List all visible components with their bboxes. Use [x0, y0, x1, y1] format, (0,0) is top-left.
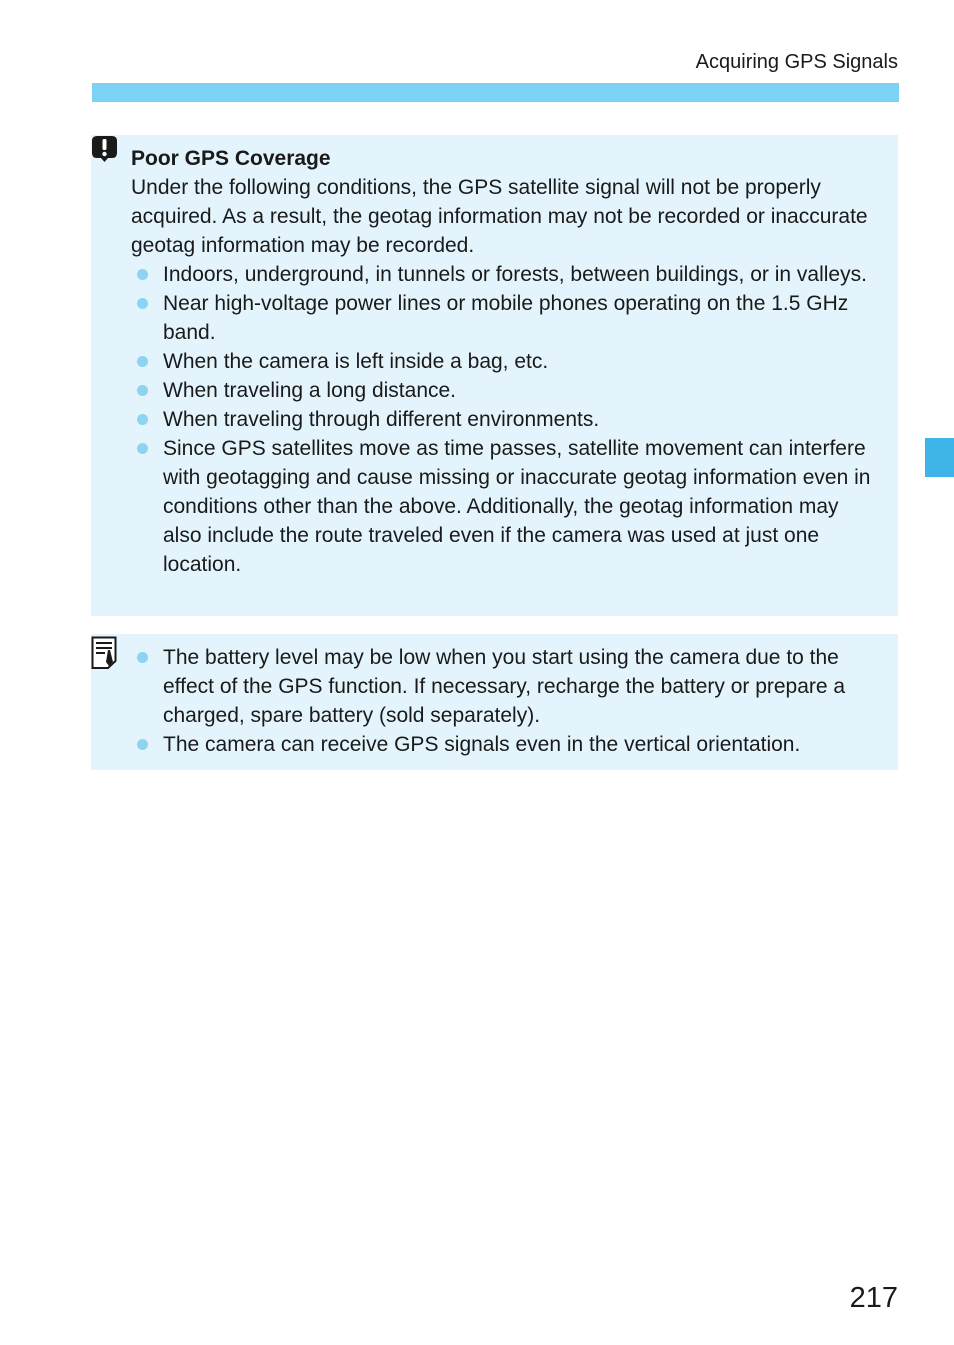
bullet-icon: [137, 385, 148, 396]
page-number: 217: [849, 1282, 898, 1314]
list-item: [131, 289, 878, 347]
list-item-text: The battery level may be low when you start using the camera due to the effect of the GPS function. If necessary, recharge the battery or prepare a charged, spare battery (sold separately).: [163, 646, 846, 727]
chapter-tab: [925, 438, 954, 477]
bullet-icon: [137, 356, 148, 367]
list-item: [131, 347, 878, 376]
caution-title: Poor GPS Coverage: [131, 147, 331, 170]
running-head: Acquiring GPS Signals: [695, 51, 898, 73]
caution-icon: [91, 135, 118, 163]
list-item: [131, 730, 878, 759]
list-item: [131, 376, 878, 405]
bullet-icon: [137, 414, 148, 425]
note-list: [131, 643, 878, 759]
list-item-text: Indoors, underground, in tunnels or forests, between buildings, or in valleys.: [163, 263, 867, 286]
list-item: [131, 643, 878, 730]
list-item-text: When traveling a long distance.: [163, 379, 457, 402]
note-box: [91, 634, 898, 770]
bullet-icon: [137, 652, 148, 663]
list-item-text: When traveling through different environments.: [163, 408, 600, 431]
bullet-icon: [137, 739, 148, 750]
caution-box: [91, 135, 898, 616]
bullet-icon: [137, 443, 148, 454]
list-item-text: The camera can receive GPS signals even in the vertical orientation.: [163, 733, 801, 756]
list-item: [131, 260, 878, 289]
header-accent-bar: [92, 83, 899, 102]
caution-intro: Under the following conditions, the GPS satellite signal will not be properly acquired. As a result, the geotag information may not be recorded or inaccurate geotag information may be recorded.: [131, 176, 868, 257]
list-item: [131, 405, 878, 434]
list-item: [131, 434, 878, 579]
bullet-icon: [137, 269, 148, 280]
bullet-icon: [137, 298, 148, 309]
list-item-text: Near high-voltage power lines or mobile phones operating on the 1.5 GHz band.: [163, 292, 849, 344]
memo-icon: [91, 636, 117, 669]
list-item-text: Since GPS satellites move as time passes, satellite movement can interfere with geotagging and cause missing or inaccurate geotag information even in conditions other than the above. Additionally, the geotag information may also include the route traveled even if the camera was used at just one location.: [163, 437, 871, 576]
list-item-text: When the camera is left inside a bag, etc.: [163, 350, 549, 373]
caution-list: [131, 260, 878, 579]
